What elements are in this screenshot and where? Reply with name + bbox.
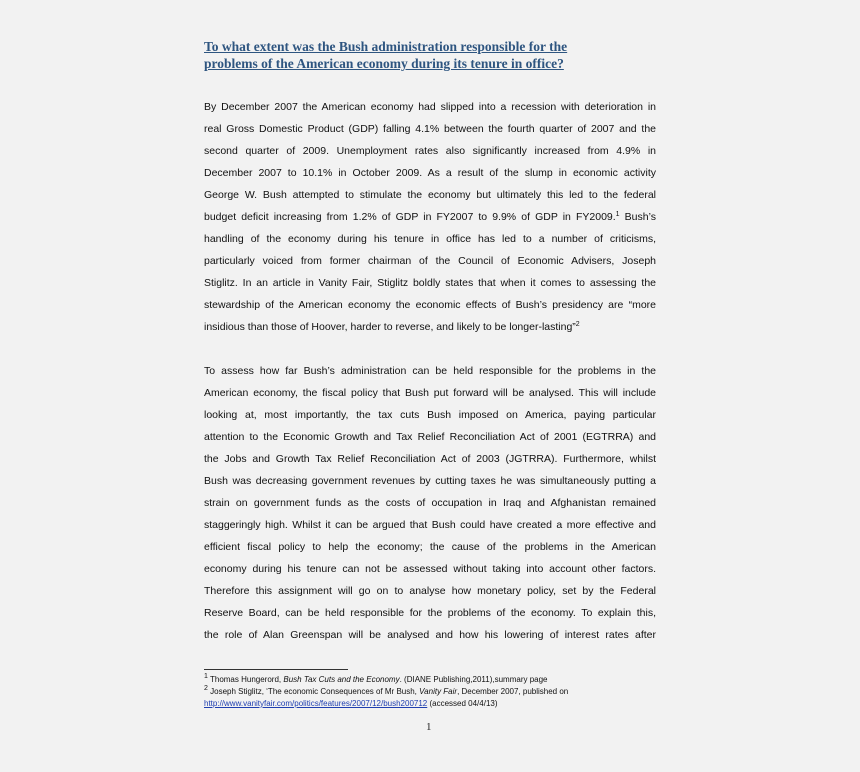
page-number: 1 [426,721,432,733]
paragraph-line: December 2007 to 10.1% in October 2009. As a result of the slump in economic activity [204,167,656,179]
footnote-work-title: Vanity Fair [419,687,458,696]
paragraph-line: real Gross Domestic Product (GDP) falling 4.1% between the fourth quarter of 2007 and the [204,123,656,135]
paragraph-line: stewardship of the American economy the economic effects of Bush’s presidency are “more [204,299,656,311]
footnote-separator [204,669,348,670]
paragraph-line: Reserve Board, can be held responsible for the problems of the economy. To explain this, [204,607,656,619]
document-title [204,38,664,72]
footnote-ref-2[interactable]: 2 [575,321,580,328]
paragraph-line: attention to the Economic Growth and Tax Relief Reconciliation Act of 2001 (EGTRRA) and [204,431,656,443]
paragraph-text: budget deficit increasing from 1.2% of GDP in FY2007 to 9.9% of GDP in FY2009. [204,211,616,223]
title-line-1: To what extent was the Bush administration responsible for the [204,39,568,54]
footnote-detail: . (DIANE Publishing,2011),summary page [399,675,548,684]
footnote-number: 2 [204,685,208,692]
paragraph-line-with-footnote [204,316,656,338]
footnote-link[interactable]: http://www.vanityfair.com/politics/features/2007/12/bush200712 [204,699,428,708]
footnote-author: Joseph Stiglitz, ‘The economic Consequences of Mr Bush, [207,687,420,696]
footnote-work-title: Bush Tax Cuts and the Economy [283,675,400,684]
paragraph-line: looking at, most importantly, the tax cuts Bush imposed on America, paying particular [204,409,656,421]
footnotes [204,674,664,710]
paragraph-line: economy during his tenure can not be assessed without taking into account other factors. [204,563,656,575]
paragraph-1 [204,96,656,338]
paragraph-text: insidious than those of Hoover, harder to reverse, and likely to be longer-lasting” [204,321,576,333]
paragraph-line: the Jobs and Growth Tax Relief Reconciliation Act of 2003 (JGTRRA). Furthermore, whilst [204,453,656,465]
paragraph-line: the role of Alan Greenspan will be analysed and how his lowering of interest rates after [204,629,656,641]
footnote-1 [204,674,664,686]
paragraph-text: Bush’s [619,211,656,223]
paragraph-line: Therefore this assignment will go on to analyse how monetary policy, set by the Federal [204,585,656,597]
paragraph-line-with-footnote [204,206,656,228]
footnote-author: Thomas Hungerord, [207,675,284,684]
title-line-2: problems of the American economy during its tenure in office? [204,56,564,71]
footnote-accessed-date: (accessed 04/4/13) [427,699,498,708]
paragraph-2 [204,360,656,646]
paragraph-line: particularly voiced from former chairman of the Council of Economic Advisers, Joseph [204,255,656,267]
paragraph-line: By December 2007 the American economy had slipped into a recession with deterioration in [204,101,656,113]
paragraph-line: handling of the economy during his tenure in office has led to a number of criticisms, [204,233,656,245]
paragraph-line: second quarter of 2009. Unemployment rates also significantly increased from 4.9% in [204,145,656,157]
paragraph-line: efficient fiscal policy to help the economy; the cause of the problems in the American [204,541,656,553]
footnote-ref-1[interactable]: 1 [615,211,620,218]
paragraph-line: staggeringly high. Whilst it can be argued that Bush could have created a more effective and [204,519,656,531]
paragraph-line: To assess how far Bush’s administration can be held responsible for the problems in the [204,365,656,377]
footnote-number: 1 [204,673,208,680]
footnote-2-link-line [204,698,664,710]
footnote-2 [204,686,664,698]
paragraph-line: Stiglitz. In an article in Vanity Fair, Stiglitz boldly states that when it comes to assessing the [204,277,656,289]
paragraph-line: George W. Bush attempted to stimulate the economy but ultimately this led to the federal [204,189,656,201]
footnote-detail: , December 2007, published on [457,687,569,696]
paragraph-line: Bush was decreasing government revenues by cutting taxes he was simultaneously putting a [204,475,656,487]
paragraph-line: strain on government funds as the costs of occupation in Iraq and Afghanistan remained [204,497,656,509]
paragraph-line: American economy, the fiscal policy that Bush put forward will be analysed. This will include [204,387,656,399]
